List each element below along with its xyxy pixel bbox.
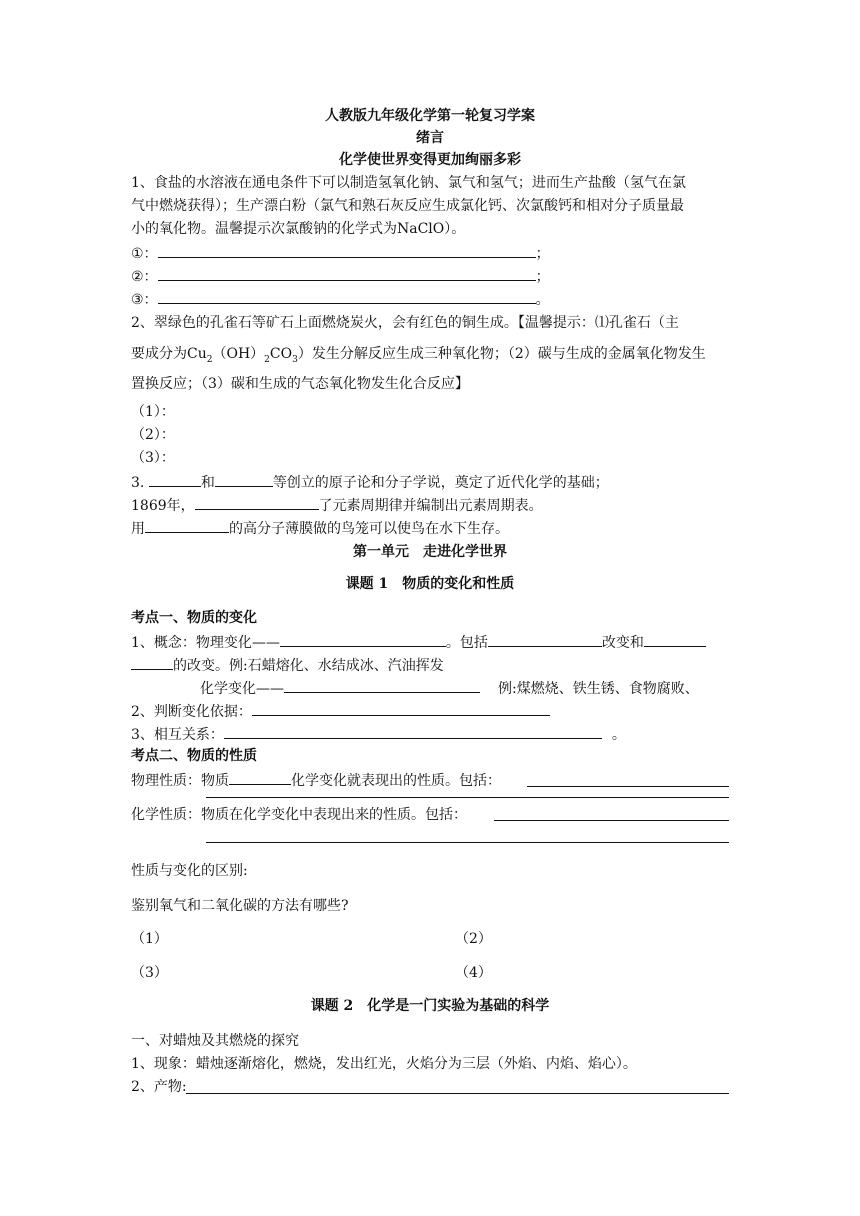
q2-answer-2[interactable]: （2）： [131, 427, 175, 443]
concept-line-4 [131, 701, 550, 721]
q2-text-line1: 2、翠绿色的孔雀石等矿石上面燃烧炭火，会有红色的铜生成。【温馨提示：⑴孔雀石（主 [131, 315, 679, 331]
chemical-change-examples: 例:煤燃烧、铁生锈、食物腐败、 [498, 681, 699, 697]
q3-blank-scientist-2[interactable] [215, 472, 273, 487]
answer-line-3 [131, 289, 550, 309]
concept-line-3 [200, 678, 699, 698]
q3-and: 和 [200, 475, 215, 491]
relationship-end: 。 [611, 727, 626, 743]
physical-change-blank-3[interactable] [644, 632, 706, 647]
q1-text-line3: 小的氧化物。温馨提示次氯酸钠的化学式为NaClO）。 [131, 221, 466, 237]
q3-number: 3. [131, 475, 149, 491]
answer-end-2: ； [535, 269, 550, 285]
q3-text-3: 的高分子薄膜做的鸟笼可以使鸟在水下生存。 [229, 521, 509, 537]
q3-line3 [131, 518, 509, 538]
physical-change-examples: 的改变。例:石蜡熔化、水结成冰、汽油挥发 [173, 658, 444, 674]
answer-blank-2[interactable] [158, 266, 536, 281]
answer-label-1: ①： [131, 246, 158, 262]
candle-product-label: 2、产物: [131, 1079, 187, 1095]
answer-label-2: ②： [131, 269, 158, 285]
q2-formula-part-a: 要成分为Cu [131, 346, 207, 362]
judgement-basis-label: 2、判断变化依据： [131, 704, 252, 720]
physical-property-blank-2[interactable] [527, 786, 729, 787]
includes-label: 。包括 [445, 635, 488, 651]
physical-property-text: 化学变化就表现出的性质。包括： [291, 773, 501, 789]
q2-text-line3: 置换反应；（3）碳和生成的气态氧化物发生化合反应】 [131, 376, 469, 392]
section-heading: 化学使世界变得更加绚丽多彩 [339, 152, 521, 168]
physical-property-label: 物理性质：物质 [131, 773, 229, 789]
answer-line-2 [131, 266, 550, 286]
property-change-difference: 性质与变化的区别: [131, 863, 248, 879]
method-2[interactable]: （2） [455, 931, 492, 947]
chapter-heading: 绪言 [416, 130, 444, 146]
q1-text-line1: 1、食盐的水溶液在通电条件下可以制造氢氧化钠、氯气和氢气；进而生产盐酸（氢气在氯 [131, 175, 686, 191]
physical-change-label: 1、概念：物理变化—— [131, 635, 280, 651]
q1-text-line2: 气中燃烧获得）；生产漂白粉（氯气和熟石灰反应生成氯化钙、次氯酸钙和相对分子质量最 [131, 198, 684, 214]
chemical-property-blank-2[interactable] [206, 842, 729, 843]
candle-phenomenon: 1、现象：蜡烛逐渐熔化，燃烧，发出红光，火焰分为三层（外焰、内焰、焰心）。 [131, 1056, 637, 1072]
q2-subscript-2: 2 [264, 354, 270, 365]
answer-end-1: ； [535, 246, 550, 262]
method-4[interactable]: （4） [455, 965, 492, 981]
q2-formula-part-c: CO [269, 346, 293, 362]
key-point-2-heading: 考点二、物质的性质 [131, 748, 257, 764]
unit-title: 第一单元 走进化学世界 [353, 544, 507, 560]
document-title: 人教版九年级化学第一轮复习学案 [325, 108, 535, 124]
physical-property-line [131, 770, 501, 790]
relationship-label: 3、相互关系： [131, 727, 224, 743]
q3-blank-scientist-1[interactable] [149, 472, 201, 487]
chemical-property-blank[interactable] [494, 820, 729, 821]
physical-change-blank-2[interactable] [488, 632, 602, 647]
answer-end-3: 。 [535, 292, 550, 308]
q3-text-1: 等创立的原子论和分子学说，奠定了近代化学的基础； [272, 475, 609, 491]
concept-line-2 [131, 655, 444, 675]
q2-formula-part-b: （OH） [212, 346, 265, 362]
physical-property-blank-3[interactable] [206, 797, 729, 798]
method-1[interactable]: （1） [131, 931, 168, 947]
q3-text-2: 了元素周期律并编制出元素周期表。 [318, 498, 543, 514]
q3-blank-scientist-3[interactable] [195, 495, 319, 510]
answer-line-1 [131, 243, 550, 263]
answer-label-3: ③： [131, 292, 158, 308]
q2-formula-part-d: ）发生分解反应生成三种氧化物；（2）碳与生成的金属氧化物发生 [297, 346, 706, 362]
key-point-1-heading: 考点一、物质的变化 [131, 610, 257, 626]
identify-question: 鉴别氧气和二氧化碳的方法有哪些? [131, 898, 349, 914]
q3-use: 用 [131, 521, 145, 537]
physical-change-blank-4[interactable] [131, 655, 173, 670]
topic1-title: 课题 1 物质的变化和性质 [345, 576, 515, 592]
method-3[interactable]: （3） [131, 965, 168, 981]
candle-section-heading: 一、对蜡烛及其燃烧的探究 [131, 1033, 299, 1049]
q2-subscript-1: 2 [206, 354, 213, 365]
topic2-title: 课题 2 化学是一门实验为基础的科学 [310, 998, 550, 1014]
chemical-change-blank[interactable] [284, 678, 480, 693]
physical-change-blank[interactable] [280, 632, 446, 647]
q2-subscript-3: 3 [292, 354, 298, 365]
q2-answer-1[interactable]: （1）： [131, 404, 175, 420]
answer-blank-1[interactable] [158, 243, 536, 258]
q3-year: 1869年， [131, 498, 195, 514]
change-and-label: 改变和 [601, 635, 644, 651]
candle-product-blank[interactable] [186, 1093, 729, 1094]
answer-blank-3[interactable] [158, 289, 536, 304]
q3-line1 [131, 472, 609, 492]
chemical-property-label: 化学性质：物质在化学变化中表现出来的性质。包括： [131, 807, 467, 823]
concept-line-1 [131, 632, 706, 652]
q3-line2 [131, 495, 543, 515]
concept-line-5 [131, 724, 626, 744]
chemical-change-label: 化学变化—— [200, 681, 284, 697]
physical-property-blank[interactable] [229, 770, 291, 785]
relationship-blank[interactable] [224, 724, 602, 739]
q2-answer-3[interactable]: （3）： [131, 450, 175, 466]
q3-blank-material[interactable] [145, 518, 229, 533]
judgement-basis-blank[interactable] [252, 701, 550, 716]
q2-text-line2 [131, 345, 706, 363]
